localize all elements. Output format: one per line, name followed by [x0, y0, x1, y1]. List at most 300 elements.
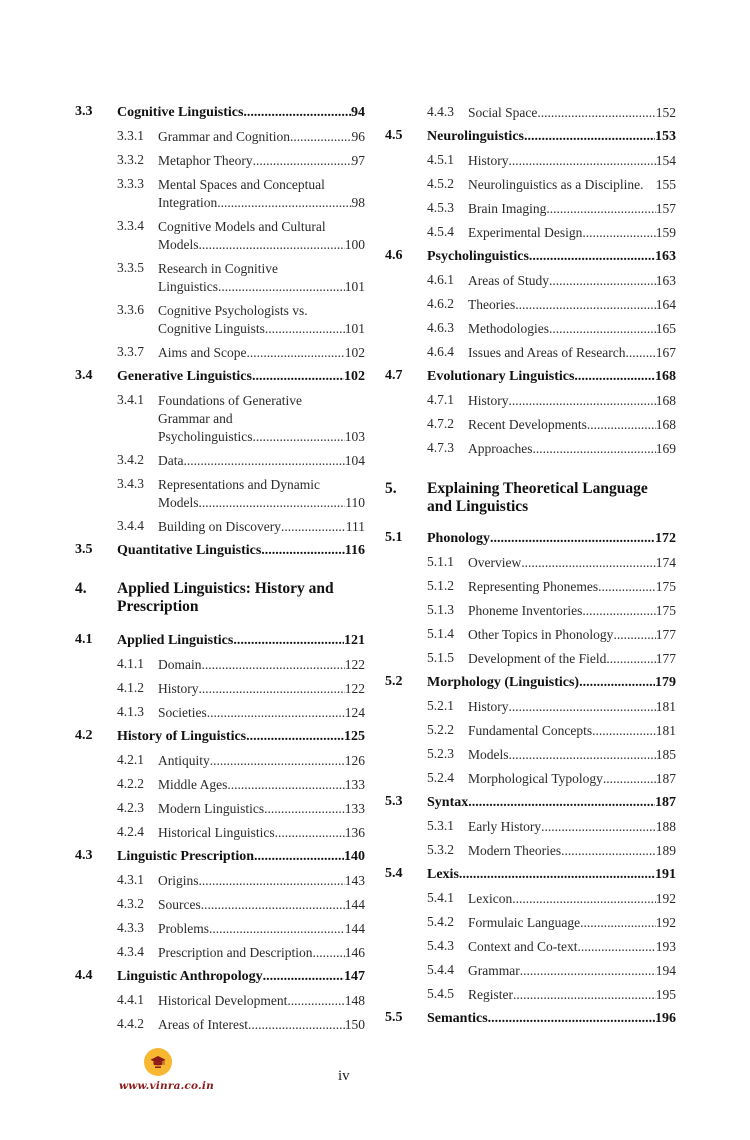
entry-number: 4.5: [385, 128, 403, 143]
entry-line: [468, 770, 676, 788]
dot-leader: [217, 194, 351, 212]
entry-number: 3.3: [75, 104, 93, 119]
entry-number: 3.4.2: [117, 452, 144, 467]
page-ref: 181: [655, 723, 676, 738]
entry-number: 4.5.2: [427, 176, 454, 191]
entry-title: Generative Linguistics: [117, 369, 252, 384]
entry-number: 5.4.3: [427, 938, 454, 953]
entry-body: [468, 770, 676, 788]
page-ref: 172: [655, 531, 676, 546]
entry-title: Theories: [468, 297, 516, 312]
page-ref: 144: [344, 897, 365, 912]
dot-leader: [248, 1016, 345, 1034]
entry-line: [158, 824, 365, 842]
dot-leader: [549, 272, 656, 290]
entry-line: [468, 392, 676, 410]
entry-body: [427, 674, 676, 692]
entry-body: [468, 962, 676, 980]
entry-line: [158, 344, 365, 362]
entry-title: Modern Theories: [468, 843, 562, 858]
entry-title: Areas of Study: [468, 273, 549, 288]
entry-line: [117, 104, 365, 122]
entry-title: Representations and Dynamic: [158, 477, 320, 492]
dot-leader: [532, 440, 655, 458]
entry-number: 4.7.1: [427, 392, 454, 407]
page-ref: 104: [344, 453, 365, 468]
dot-leader: .: [640, 177, 644, 192]
entry-number: 4.3: [75, 848, 93, 863]
entry-number: 3.3.7: [117, 344, 144, 359]
page-ref: 168: [655, 369, 676, 384]
page-ref: 136: [344, 825, 365, 840]
dot-leader: [580, 914, 656, 932]
entry-number: 4.1.1: [117, 656, 144, 671]
entry-body: [468, 698, 676, 716]
graduation-cap-icon: [149, 1053, 167, 1071]
entry-line: [427, 794, 676, 812]
entry-number: 4.: [75, 580, 87, 597]
dot-leader: [549, 320, 656, 338]
entry-number: 5.2.4: [427, 770, 454, 785]
page-ref: 157: [655, 201, 676, 216]
dot-leader: [261, 542, 344, 560]
entry-body: [468, 104, 676, 122]
entry-body: [117, 848, 365, 866]
entry-body: [468, 440, 676, 458]
entry-number: 4.6.4: [427, 344, 454, 359]
entry-body: [468, 890, 676, 908]
page-ref: 169: [655, 441, 676, 456]
page-ref: 103: [344, 429, 365, 444]
dot-leader: [515, 296, 656, 314]
entry-line: [468, 914, 676, 932]
entry-number: 5.4.5: [427, 986, 454, 1001]
entry-line: [468, 320, 676, 338]
entry-title: Context and Co-text: [468, 939, 578, 954]
entry-body: [468, 200, 676, 218]
entry-number: 5.4.4: [427, 962, 454, 977]
entry-title: Linguistic Prescription: [117, 849, 255, 864]
dot-leader: [582, 602, 655, 620]
entry-title: Experimental Design: [468, 225, 583, 240]
entry-title: Grammar and Cognition: [158, 129, 290, 144]
entry-line: [468, 842, 676, 860]
entry-body: [158, 704, 365, 722]
page-ref: 175: [655, 603, 676, 618]
entry-body: [468, 344, 676, 362]
entry-title: Evolutionary Linguistics: [427, 369, 575, 384]
entry-number: 3.4.1: [117, 392, 144, 407]
entry-line: [158, 800, 365, 818]
page-ref: 148: [344, 993, 365, 1008]
page-ref: 167: [655, 345, 676, 360]
dot-leader: [275, 824, 345, 842]
page-ref: 133: [344, 777, 365, 792]
entry-number: 3.3.3: [117, 176, 144, 191]
entry-number: 4.4.2: [117, 1016, 144, 1031]
page-ref: 168: [655, 417, 676, 432]
entry-line: [158, 872, 365, 890]
page-ref: 121: [344, 633, 365, 648]
entry-line: [468, 602, 676, 620]
page-ref: 191: [655, 867, 676, 882]
entry-line: [468, 152, 676, 170]
entry-body: [158, 128, 365, 146]
page-ref: 150: [344, 1017, 365, 1032]
entry-title: Phonology: [427, 531, 491, 546]
entry-title: Register: [468, 987, 513, 1002]
entry-number: 4.6: [385, 248, 403, 263]
entry-number: 5.1: [385, 530, 403, 545]
entry-title: Cognitive Linguistics: [117, 105, 244, 120]
page-ref: 100: [344, 237, 365, 252]
entry-body: [468, 986, 676, 1004]
dot-leader: [512, 890, 656, 908]
entry-title: Brain Imaging: [468, 201, 547, 216]
entry-line: [117, 368, 365, 386]
entry-number: 5.4: [385, 866, 403, 881]
entry-number: 5.1.4: [427, 626, 454, 641]
entry-line: [158, 704, 365, 722]
dot-leader: [579, 674, 655, 692]
dot-leader: [312, 944, 344, 962]
dot-leader: [209, 920, 345, 938]
entry-title: Societies: [158, 705, 207, 720]
entry-number: 5.2.2: [427, 722, 454, 737]
dot-leader: [287, 992, 344, 1010]
entry-line: [468, 296, 676, 314]
dot-leader: [264, 800, 345, 818]
entry-line: [468, 440, 676, 458]
page-ref: 163: [655, 273, 676, 288]
page-ref: 177: [655, 651, 676, 666]
entry-title: Grammar and: [158, 411, 233, 426]
entry-number: 5.: [385, 480, 397, 497]
entry-body: [427, 866, 676, 884]
entry-body: [427, 530, 676, 548]
dot-leader: [254, 848, 344, 866]
dot-leader: [613, 626, 655, 644]
entry-body: [158, 776, 365, 794]
entry-title: Domain: [158, 657, 202, 672]
dot-leader: [207, 704, 345, 722]
entry-title: Early History: [468, 819, 542, 834]
page-ref: 146: [344, 945, 365, 960]
entry-number: 4.7: [385, 368, 403, 383]
entry-line: [158, 452, 365, 470]
entry-body: [158, 824, 365, 842]
entry-number: 5.4.2: [427, 914, 454, 929]
entry-number: 3.4: [75, 368, 93, 383]
entry-line: [468, 344, 676, 362]
entry-number: 3.3.6: [117, 302, 144, 317]
entry-line: [468, 272, 676, 290]
entry-number: 3.3.4: [117, 218, 144, 233]
dot-leader: [537, 104, 655, 122]
entry-body: [158, 656, 365, 674]
entry-body: [468, 914, 676, 932]
entry-title: Applied Linguistics: [117, 633, 234, 648]
entry-number: 5.2: [385, 674, 403, 689]
entry-title: Grammar: [468, 963, 520, 978]
dot-leader: [246, 728, 344, 746]
entry-line: [158, 518, 365, 536]
page-ref: 187: [655, 771, 676, 786]
dot-leader: [201, 896, 345, 914]
entry-body: [468, 554, 676, 572]
entry-title: History: [158, 681, 199, 696]
entry-body: [117, 104, 365, 122]
page-ref: 122: [344, 657, 365, 672]
entry-title: Methodologies: [468, 321, 549, 336]
page-ref: 133: [344, 801, 365, 816]
page-ref: 185: [655, 747, 676, 762]
entry-number: 5.1.3: [427, 602, 454, 617]
entry-body: [158, 944, 365, 962]
entry-body: [468, 224, 676, 242]
dot-leader: [490, 530, 655, 548]
entry-number: 4.1.3: [117, 704, 144, 719]
entry-line: [158, 428, 365, 446]
page-ref: 181: [655, 699, 676, 714]
dot-leader: [459, 866, 655, 884]
page-ref: 155: [655, 177, 676, 192]
entry-number: 3.3.5: [117, 260, 144, 275]
entry-line: [117, 968, 365, 986]
entry-line: [468, 746, 676, 764]
entry-body: [158, 176, 365, 212]
entry-title: Metaphor Theory: [158, 153, 253, 168]
dot-leader: [247, 344, 345, 362]
entry-body: [158, 452, 365, 470]
page-ref: 188: [655, 819, 676, 834]
entry-body: [468, 842, 676, 860]
entry-line: [468, 626, 676, 644]
entry-body: [468, 626, 676, 644]
dot-leader: [488, 1010, 655, 1028]
entry-title: Neurolinguistics: [427, 129, 524, 144]
dot-leader: [509, 698, 656, 716]
entry-body: [468, 176, 676, 194]
page-ref: 140: [344, 849, 365, 864]
entry-line: [468, 650, 676, 668]
entry-number: 4.6.1: [427, 272, 454, 287]
entry-number: 5.2.3: [427, 746, 454, 761]
entry-title: Social Space: [468, 105, 538, 120]
entry-line: [158, 776, 365, 794]
page-ref: 192: [655, 915, 676, 930]
dot-leader: [521, 554, 656, 572]
entry-body: [427, 368, 676, 386]
entry-title: Syntax: [427, 795, 469, 810]
entry-line: [468, 176, 676, 194]
entry-line: [468, 416, 676, 434]
entry-number: 4.4.3: [427, 104, 454, 119]
entry-body: [468, 722, 676, 740]
page-ref: 196: [655, 1011, 676, 1026]
entry-body: [158, 476, 365, 512]
entry-body: [468, 818, 676, 836]
entry-number: 3.3.1: [117, 128, 144, 143]
publisher-logo: [144, 1048, 172, 1076]
entry-line: [468, 962, 676, 980]
entry-number: 4.1: [75, 632, 93, 647]
dot-leader: [529, 248, 655, 266]
entry-line: [427, 368, 676, 386]
entry-body: [468, 392, 676, 410]
entry-body: [427, 480, 676, 516]
entry-line: [427, 248, 676, 266]
dot-leader: [202, 656, 345, 674]
entry-title: Research in Cognitive: [158, 261, 278, 276]
entry-number: 4.2.4: [117, 824, 144, 839]
entry-title: Morphological Typology: [468, 771, 603, 786]
entry-title: Modern Linguistics: [158, 801, 265, 816]
entry-number: 5.2.1: [427, 698, 454, 713]
entry-title: Applied Linguistics: History and: [117, 580, 334, 597]
entry-body: [158, 896, 365, 914]
entry-title: Other Topics in Phonology: [468, 627, 614, 642]
entry-title: Development of the Field: [468, 651, 607, 666]
entry-number: 5.3: [385, 794, 403, 809]
entry-title: Linguistic Anthropology: [117, 969, 263, 984]
entry-number: 4.4: [75, 968, 93, 983]
entry-number: 5.4.1: [427, 890, 454, 905]
dot-leader: [253, 152, 352, 170]
entry-line: [158, 152, 365, 170]
entry-line: [468, 938, 676, 956]
entry-line: [158, 236, 365, 254]
page-ref: 96: [351, 129, 365, 144]
entry-body: [117, 728, 365, 746]
entry-number: 3.4.4: [117, 518, 144, 533]
dot-leader: [227, 776, 344, 794]
page-ref: 125: [344, 729, 365, 744]
entry-line: [158, 992, 365, 1010]
entry-body: [158, 152, 365, 170]
entry-title: Explaining Theoretical Language: [427, 480, 648, 497]
entry-line: [158, 278, 365, 296]
dot-leader: [281, 518, 346, 536]
entry-number: 4.3.2: [117, 896, 144, 911]
entry-title: Lexicon: [468, 891, 513, 906]
entry-number: 4.3.1: [117, 872, 144, 887]
page-ref: 195: [655, 987, 676, 1002]
entry-body: [158, 260, 365, 296]
dot-leader: [561, 842, 656, 860]
page-ref: 98: [351, 195, 365, 210]
entry-line: [427, 866, 676, 884]
dot-leader: [243, 104, 351, 122]
entry-number: 4.5.3: [427, 200, 454, 215]
entry-line: [468, 104, 676, 122]
entry-title: Approaches: [468, 441, 533, 456]
entry-line: [117, 632, 365, 650]
entry-number: 5.1.5: [427, 650, 454, 665]
entry-line: [468, 224, 676, 242]
entry-number: 4.1.2: [117, 680, 144, 695]
entry-body: [468, 650, 676, 668]
page-ref: 126: [344, 753, 365, 768]
entry-body: [468, 272, 676, 290]
entry-title: Morphology (Linguistics): [427, 675, 580, 690]
entry-line: [468, 722, 676, 740]
entry-line: [158, 320, 365, 338]
entry-body: [117, 542, 365, 560]
entry-number: 4.2.2: [117, 776, 144, 791]
entry-title: Fundamental Concepts: [468, 723, 593, 738]
page-ref: 187: [655, 795, 676, 810]
entry-body: [468, 578, 676, 596]
dot-leader: [218, 278, 345, 296]
entry-body: [427, 1010, 676, 1028]
page-ref: 101: [344, 279, 365, 294]
entry-title: Phoneme Inventories: [468, 603, 583, 618]
entry-line: [158, 680, 365, 698]
entry-number: 4.6.2: [427, 296, 454, 311]
entry-title: Sources: [158, 897, 201, 912]
dot-leader: [577, 938, 655, 956]
entry-title: Psycholinguistics: [158, 429, 253, 444]
page-ref: 147: [344, 969, 365, 984]
page-ref: 159: [655, 225, 676, 240]
page-ref: 102: [344, 345, 365, 360]
entry-line: [427, 674, 676, 692]
entry-number: 5.5: [385, 1010, 403, 1025]
entry-title: History: [468, 393, 509, 408]
entry-title: Prescription: [117, 598, 199, 615]
page-number: iv: [338, 1068, 350, 1084]
dot-leader: [199, 680, 345, 698]
entry-body: [468, 416, 676, 434]
entry-title: History: [468, 699, 509, 714]
page-ref: 116: [344, 543, 365, 558]
entry-body: [158, 680, 365, 698]
dot-leader: [468, 794, 655, 812]
entry-body: [427, 248, 676, 266]
entry-line: [427, 530, 676, 548]
dot-leader: [263, 968, 344, 986]
entry-number: 4.6.3: [427, 320, 454, 335]
dot-leader: [606, 650, 655, 668]
dot-leader: [199, 494, 346, 512]
entry-title: Recent Developments: [468, 417, 587, 432]
page-ref: 152: [655, 105, 676, 120]
entry-body: [158, 872, 365, 890]
entry-number: 4.2.1: [117, 752, 144, 767]
dot-leader: [574, 368, 655, 386]
entry-number: 5.1.2: [427, 578, 454, 593]
entry-line: [427, 1010, 676, 1028]
entry-title: Problems: [158, 921, 210, 936]
page-ref: 143: [344, 873, 365, 888]
entry-title: Middle Ages: [158, 777, 228, 792]
entry-title: Historical Linguistics: [158, 825, 275, 840]
entry-title: Historical Development: [158, 993, 288, 1008]
dot-leader: [252, 368, 344, 386]
entry-title: Formulaic Language: [468, 915, 581, 930]
dot-leader: [524, 128, 655, 146]
entry-line: [468, 986, 676, 1004]
entry-title: Lexis: [427, 867, 459, 882]
publisher-url[interactable]: www.vinra.co.in: [119, 1080, 214, 1092]
entry-body: [427, 128, 676, 146]
dot-leader: [513, 986, 656, 1004]
page-ref: 124: [344, 705, 365, 720]
entry-body: [158, 992, 365, 1010]
entry-title: Data: [158, 453, 184, 468]
entry-title: and Linguistics: [427, 498, 529, 515]
